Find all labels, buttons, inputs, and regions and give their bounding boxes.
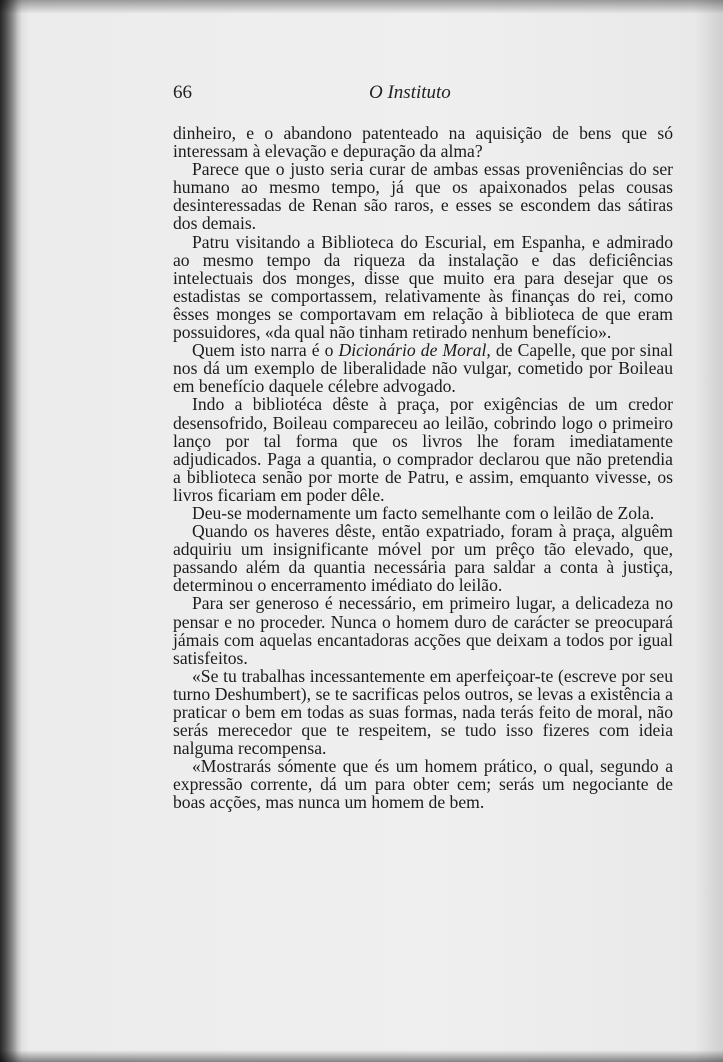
paragraph-continued: dinheiro, e o abandono patenteado na aquisição de bens que só interessam à elevação e depuração da alma?: [173, 123, 673, 162]
paragraph: [173, 341, 673, 395]
paragraph: Indo a bibliotéca dêste à praça, por exigências de um credor desensofrido, Boileau compareceu ao leilão, cobrindo logo o primeiro lanço por tal forma que os livros lhe foram imediatamente adjudicados. Paga a quantia, o comprador declarou que não pretendia a biblioteca senão por morte de Patru, e assim, emquanto vivesse, os livros ficariam em poder dêle.: [173, 394, 673, 505]
running-title: O Instituto: [369, 82, 451, 103]
paragraph: Patru visitando a Biblioteca do Escurial, em Espanha, e admirado ao mesmo tempo da riqueza da instalação e das deficiências intelectuais dos monges, disse que muito era para desejar que os estadistas se comportassem, relativamente às finanças do rei, como êsses monges se comportavam em relação à biblioteca de que eram possuidores, «da qual não tinham retirado nenhum benefício».: [173, 231, 673, 343]
bottom-page-edge: [0, 1050, 723, 1062]
paragraph: Parece que o justo seria curar de ambas essas proveniências do ser humano ao mesmo tempo, já que os apaixonados pelas cousas desinteressadas de Renan são raros, e esses se escondem das sátiras dos demais.: [173, 159, 673, 234]
book-title: Dicionário de Moral,: [338, 340, 491, 361]
top-page-edge: [0, 0, 723, 14]
book-gutter-shadow: [0, 0, 22, 1062]
paragraph-text: Quem isto narra é o: [192, 340, 339, 361]
paragraph: Quando os haveres dêste, então expatriado, foram à praça, alguêm adquiriu um insignificante móvel por um prêço tão elevado, que, passando além da quantia necessária para saldar a conta à justiça, determinou o encerramento imédiato do leilão.: [173, 521, 673, 596]
paragraph: Para ser generoso é necessário, em primeiro lugar, a delicadeza no pensar e no proceder. Nunca o homem duro de carácter se preocupará jámais com aquelas encantadoras acções que deixam a todos por igual satisfeitos.: [173, 593, 673, 668]
page-header: [173, 82, 673, 106]
paragraph: Deu-se modernamente um facto semelhante com o leilão de Zola.: [192, 502, 655, 523]
page-number: 66: [173, 82, 192, 103]
body-text: [173, 124, 673, 812]
quotation-paragraph: «Se tu trabalhas incessantemente em aperfeiçoar-te (escreve por seu turno Deshumbert), se te sacrificas pelos outros, se levas a existência a praticar o bem em todas as suas formas, nada terás feito de moral, não serás merecedor que te respeitem, se tudo isso fizeres com ideia nalguma recompensa.: [173, 665, 673, 759]
paragraph-text: de Capelle, que por sinal nos dá um exemplo de liberalidade não vulgar, cometido por Boileau em benefício daquele célebre advogado.: [173, 340, 673, 397]
quotation-paragraph: «Mostrarás sómente que és um homem prático, o qual, segundo a expressão corrente, dá um para obter cem; serás um negociante de boas acções, mas nunca um homem de bem.: [173, 756, 673, 813]
